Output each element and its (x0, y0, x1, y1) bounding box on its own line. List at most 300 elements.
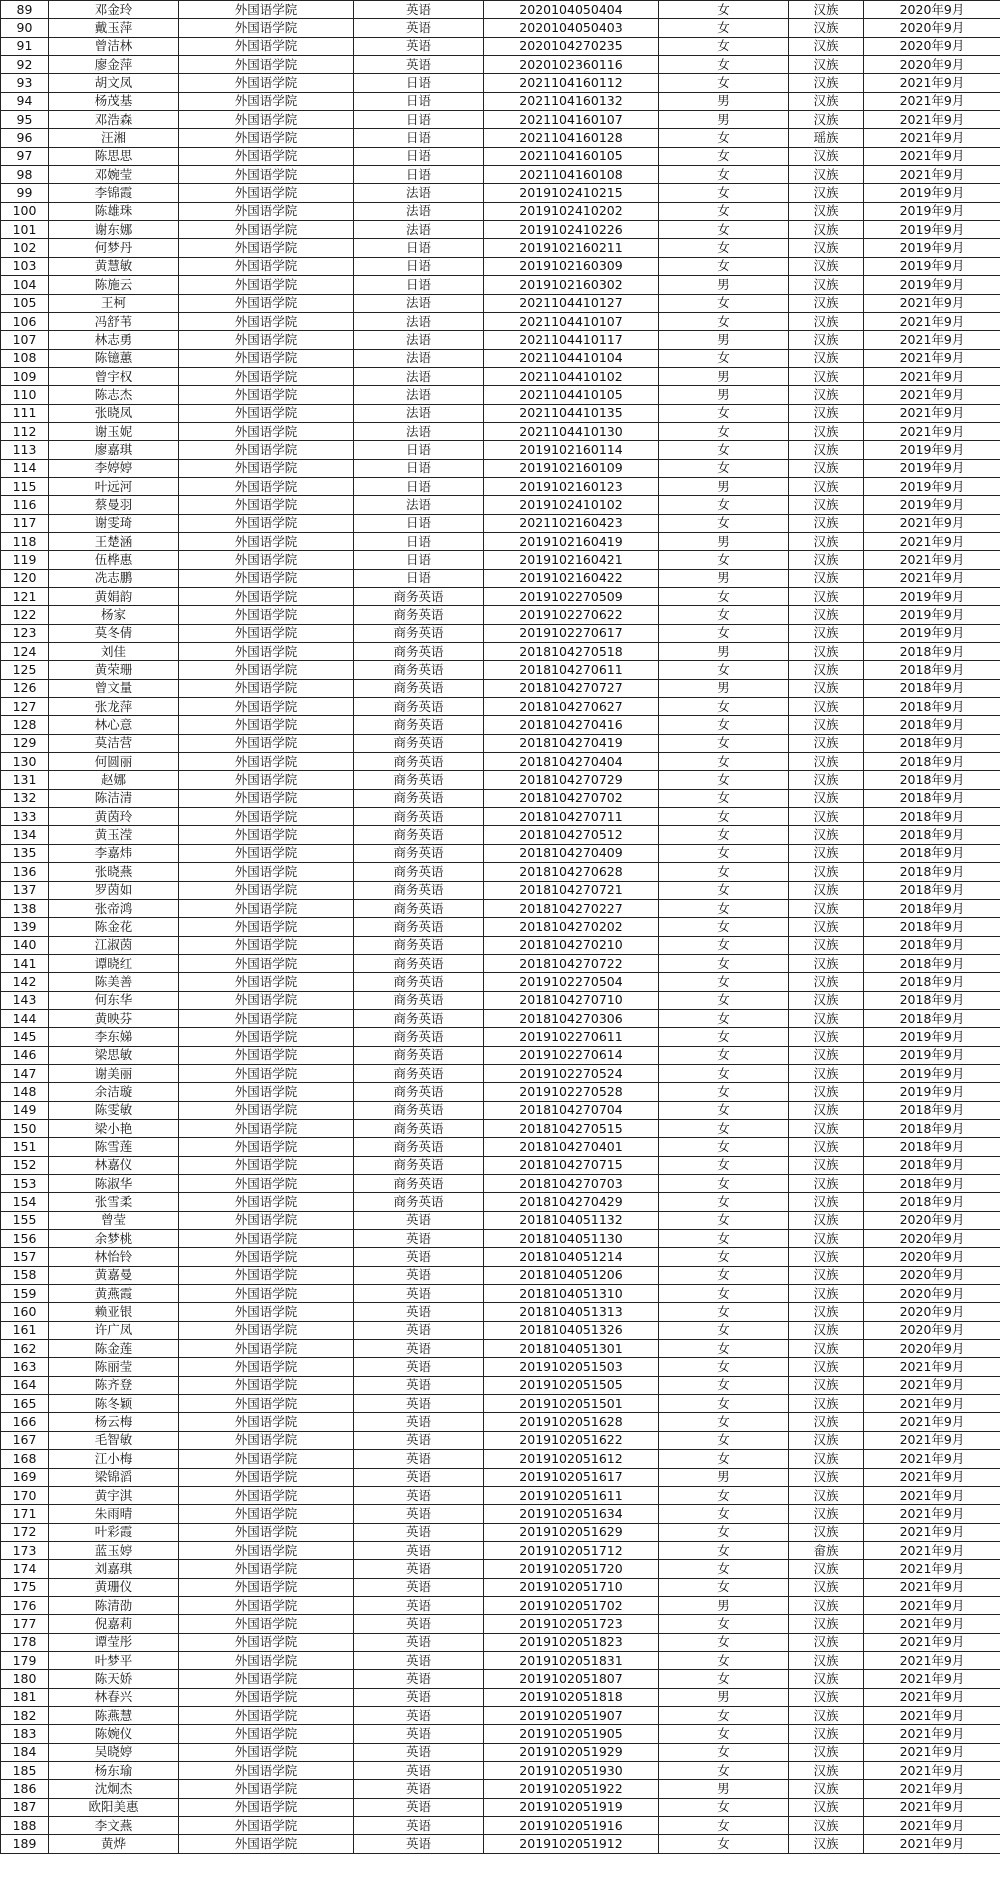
college-cell: 外国语学院 (179, 936, 354, 954)
gender-cell: 女 (659, 37, 789, 55)
enrollment-date-cell: 2018年9月 (864, 734, 1000, 752)
college-cell: 外国语学院 (179, 789, 354, 807)
gender-cell: 女 (659, 863, 789, 881)
student-name-cell: 杨家 (49, 606, 179, 624)
college-cell: 外国语学院 (179, 624, 354, 642)
row-index-cell: 175 (1, 1578, 49, 1596)
student-name-cell: 冼志鹏 (49, 569, 179, 587)
row-index-cell: 172 (1, 1523, 49, 1541)
ethnicity-cell: 汉族 (789, 624, 864, 642)
college-cell: 外国语学院 (179, 312, 354, 330)
row-index-cell: 181 (1, 1688, 49, 1706)
major-cell: 英语 (354, 56, 484, 74)
major-cell: 英语 (354, 1706, 484, 1724)
college-cell: 外国语学院 (179, 1321, 354, 1339)
major-cell: 英语 (354, 1, 484, 19)
major-cell: 英语 (354, 1248, 484, 1266)
student-id-cell: 2018104051214 (484, 1248, 659, 1266)
ethnicity-cell: 汉族 (789, 1725, 864, 1743)
row-index-cell: 129 (1, 734, 49, 752)
ethnicity-cell: 汉族 (789, 276, 864, 294)
table-row (1, 1670, 1000, 1688)
student-name-cell: 叶远河 (49, 477, 179, 495)
row-index-cell: 117 (1, 514, 49, 532)
major-cell: 英语 (354, 1486, 484, 1504)
student-id-cell: 2021104160107 (484, 111, 659, 129)
gender-cell: 女 (659, 918, 789, 936)
row-index-cell: 111 (1, 404, 49, 422)
student-id-cell: 2019102410102 (484, 496, 659, 514)
student-id-cell: 2018104270404 (484, 753, 659, 771)
student-id-cell: 2019102051818 (484, 1688, 659, 1706)
gender-cell: 女 (659, 991, 789, 1009)
enrollment-date-cell: 2018年9月 (864, 918, 1000, 936)
table-row (1, 1358, 1000, 1376)
row-index-cell: 158 (1, 1266, 49, 1284)
table-row (1, 1615, 1000, 1633)
enrollment-date-cell: 2021年9月 (864, 1358, 1000, 1376)
major-cell: 商务英语 (354, 1046, 484, 1064)
college-cell: 外国语学院 (179, 514, 354, 532)
row-index-cell: 92 (1, 56, 49, 74)
gender-cell: 男 (659, 92, 789, 110)
college-cell: 外国语学院 (179, 386, 354, 404)
student-id-cell: 2018104270419 (484, 734, 659, 752)
row-index-cell: 156 (1, 1230, 49, 1248)
gender-cell: 女 (659, 166, 789, 184)
college-cell: 外国语学院 (179, 202, 354, 220)
enrollment-date-cell: 2021年9月 (864, 1431, 1000, 1449)
table-row (1, 1193, 1000, 1211)
student-name-cell: 陈雯敏 (49, 1101, 179, 1119)
student-id-cell: 2019102160422 (484, 569, 659, 587)
student-id-cell: 2019102270509 (484, 588, 659, 606)
student-id-cell: 2021104410127 (484, 294, 659, 312)
college-cell: 外国语学院 (179, 37, 354, 55)
enrollment-date-cell: 2019年9月 (864, 477, 1000, 495)
student-id-cell: 2019102410226 (484, 221, 659, 239)
gender-cell: 女 (659, 459, 789, 477)
student-id-cell: 2018104270202 (484, 918, 659, 936)
gender-cell: 女 (659, 936, 789, 954)
college-cell: 外国语学院 (179, 404, 354, 422)
student-name-cell: 赵娜 (49, 771, 179, 789)
gender-cell: 男 (659, 111, 789, 129)
ethnicity-cell: 汉族 (789, 1046, 864, 1064)
gender-cell: 男 (659, 532, 789, 550)
college-cell: 外国语学院 (179, 1541, 354, 1559)
major-cell: 日语 (354, 551, 484, 569)
gender-cell: 女 (659, 1376, 789, 1394)
major-cell: 英语 (354, 1321, 484, 1339)
table-row (1, 1, 1000, 19)
ethnicity-cell: 汉族 (789, 1817, 864, 1835)
enrollment-date-cell: 2021年9月 (864, 422, 1000, 440)
row-index-cell: 101 (1, 221, 49, 239)
enrollment-date-cell: 2018年9月 (864, 991, 1000, 1009)
student-name-cell: 黄燕霞 (49, 1285, 179, 1303)
student-id-cell: 2018104270227 (484, 899, 659, 917)
college-cell: 外国语学院 (179, 111, 354, 129)
student-name-cell: 李锦霞 (49, 184, 179, 202)
student-id-cell: 2018104270727 (484, 679, 659, 697)
row-index-cell: 184 (1, 1743, 49, 1761)
student-id-cell: 2019102160421 (484, 551, 659, 569)
table-row (1, 1486, 1000, 1504)
major-cell: 英语 (354, 1541, 484, 1559)
student-id-cell: 2019102051922 (484, 1780, 659, 1798)
ethnicity-cell: 汉族 (789, 1670, 864, 1688)
student-id-cell: 2019102160302 (484, 276, 659, 294)
major-cell: 英语 (354, 1762, 484, 1780)
major-cell: 商务英语 (354, 973, 484, 991)
student-name-cell: 廖金萍 (49, 56, 179, 74)
college-cell: 外国语学院 (179, 459, 354, 477)
gender-cell: 女 (659, 184, 789, 202)
ethnicity-cell: 汉族 (789, 1486, 864, 1504)
table-body (1, 1, 1000, 1854)
gender-cell: 女 (659, 1762, 789, 1780)
major-cell: 商务英语 (354, 753, 484, 771)
major-cell: 英语 (354, 37, 484, 55)
row-index-cell: 159 (1, 1285, 49, 1303)
student-name-cell: 曾宇权 (49, 367, 179, 385)
enrollment-date-cell: 2019年9月 (864, 1028, 1000, 1046)
student-name-cell: 倪嘉莉 (49, 1615, 179, 1633)
table-row (1, 1376, 1000, 1394)
student-name-cell: 刘佳 (49, 643, 179, 661)
gender-cell: 女 (659, 1706, 789, 1724)
enrollment-date-cell: 2021年9月 (864, 1651, 1000, 1669)
row-index-cell: 185 (1, 1762, 49, 1780)
college-cell: 外国语学院 (179, 918, 354, 936)
enrollment-date-cell: 2018年9月 (864, 1193, 1000, 1211)
student-id-cell: 2018104270210 (484, 936, 659, 954)
enrollment-date-cell: 2021年9月 (864, 1615, 1000, 1633)
row-index-cell: 131 (1, 771, 49, 789)
college-cell: 外国语学院 (179, 991, 354, 1009)
college-cell: 外国语学院 (179, 1101, 354, 1119)
ethnicity-cell: 汉族 (789, 1, 864, 19)
major-cell: 英语 (354, 1596, 484, 1614)
ethnicity-cell: 汉族 (789, 19, 864, 37)
major-cell: 日语 (354, 532, 484, 550)
student-name-cell: 胡文凤 (49, 74, 179, 92)
enrollment-date-cell: 2021年9月 (864, 1706, 1000, 1724)
enrollment-date-cell: 2020年9月 (864, 1211, 1000, 1229)
gender-cell: 女 (659, 1046, 789, 1064)
student-name-cell: 陈金莲 (49, 1340, 179, 1358)
enrollment-date-cell: 2020年9月 (864, 1321, 1000, 1339)
table-row (1, 1009, 1000, 1027)
enrollment-date-cell: 2018年9月 (864, 1009, 1000, 1027)
table-row (1, 331, 1000, 349)
student-id-cell: 2018104270416 (484, 716, 659, 734)
ethnicity-cell: 畲族 (789, 1541, 864, 1559)
college-cell: 外国语学院 (179, 1450, 354, 1468)
enrollment-date-cell: 2021年9月 (864, 1835, 1000, 1853)
row-index-cell: 91 (1, 37, 49, 55)
major-cell: 英语 (354, 1395, 484, 1413)
college-cell: 外国语学院 (179, 551, 354, 569)
gender-cell: 女 (659, 19, 789, 37)
student-name-cell: 李婷婷 (49, 459, 179, 477)
student-name-cell: 张晓燕 (49, 863, 179, 881)
gender-cell: 女 (659, 514, 789, 532)
ethnicity-cell: 汉族 (789, 1706, 864, 1724)
ethnicity-cell: 汉族 (789, 1156, 864, 1174)
student-id-cell: 2018104270704 (484, 1101, 659, 1119)
ethnicity-cell: 汉族 (789, 257, 864, 275)
student-name-cell: 黄茵玲 (49, 808, 179, 826)
student-name-cell: 陈施云 (49, 276, 179, 294)
college-cell: 外国语学院 (179, 826, 354, 844)
college-cell: 外国语学院 (179, 1798, 354, 1816)
row-index-cell: 126 (1, 679, 49, 697)
college-cell: 外国语学院 (179, 1248, 354, 1266)
table-row (1, 74, 1000, 92)
ethnicity-cell: 汉族 (789, 1615, 864, 1633)
ethnicity-cell: 汉族 (789, 331, 864, 349)
row-index-cell: 119 (1, 551, 49, 569)
college-cell: 外国语学院 (179, 1211, 354, 1229)
enrollment-date-cell: 2021年9月 (864, 349, 1000, 367)
table-row (1, 954, 1000, 972)
college-cell: 外国语学院 (179, 1028, 354, 1046)
enrollment-date-cell: 2021年9月 (864, 147, 1000, 165)
row-index-cell: 104 (1, 276, 49, 294)
student-name-cell: 梁锦滔 (49, 1468, 179, 1486)
ethnicity-cell: 汉族 (789, 1633, 864, 1651)
major-cell: 英语 (354, 1578, 484, 1596)
table-row (1, 1762, 1000, 1780)
ethnicity-cell: 汉族 (789, 367, 864, 385)
enrollment-date-cell: 2021年9月 (864, 1468, 1000, 1486)
college-cell: 外国语学院 (179, 257, 354, 275)
major-cell: 日语 (354, 147, 484, 165)
major-cell: 英语 (354, 1688, 484, 1706)
gender-cell: 女 (659, 698, 789, 716)
table-row (1, 624, 1000, 642)
student-id-cell: 2018104270628 (484, 863, 659, 881)
major-cell: 英语 (354, 1651, 484, 1669)
student-name-cell: 陈美善 (49, 973, 179, 991)
major-cell: 商务英语 (354, 991, 484, 1009)
student-id-cell: 2021104160112 (484, 74, 659, 92)
student-name-cell: 黄烨 (49, 1835, 179, 1853)
enrollment-date-cell: 2020年9月 (864, 1, 1000, 19)
enrollment-date-cell: 2018年9月 (864, 789, 1000, 807)
student-id-cell: 2019102051831 (484, 1651, 659, 1669)
table-row (1, 19, 1000, 37)
row-index-cell: 112 (1, 422, 49, 440)
table-row (1, 496, 1000, 514)
ethnicity-cell: 汉族 (789, 1083, 864, 1101)
table-row (1, 1064, 1000, 1082)
student-id-cell: 2019102051823 (484, 1633, 659, 1651)
college-cell: 外国语学院 (179, 1340, 354, 1358)
student-name-cell: 欧阳美惠 (49, 1798, 179, 1816)
college-cell: 外国语学院 (179, 477, 354, 495)
college-cell: 外国语学院 (179, 1505, 354, 1523)
student-name-cell: 余梦桃 (49, 1230, 179, 1248)
enrollment-date-cell: 2018年9月 (864, 881, 1000, 899)
student-id-cell: 2019102051611 (484, 1486, 659, 1504)
ethnicity-cell: 汉族 (789, 239, 864, 257)
gender-cell: 女 (659, 716, 789, 734)
enrollment-date-cell: 2021年9月 (864, 1523, 1000, 1541)
table-row (1, 221, 1000, 239)
gender-cell: 女 (659, 771, 789, 789)
row-index-cell: 105 (1, 294, 49, 312)
enrollment-date-cell: 2021年9月 (864, 1798, 1000, 1816)
table-row (1, 1817, 1000, 1835)
ethnicity-cell: 汉族 (789, 1798, 864, 1816)
row-index-cell: 178 (1, 1633, 49, 1651)
ethnicity-cell: 汉族 (789, 441, 864, 459)
enrollment-date-cell: 2021年9月 (864, 1596, 1000, 1614)
student-name-cell: 朱雨晴 (49, 1505, 179, 1523)
table-row (1, 734, 1000, 752)
gender-cell: 男 (659, 1468, 789, 1486)
major-cell: 商务英语 (354, 624, 484, 642)
ethnicity-cell: 汉族 (789, 1138, 864, 1156)
student-id-cell: 2021104410105 (484, 386, 659, 404)
table-row (1, 1230, 1000, 1248)
major-cell: 英语 (354, 1633, 484, 1651)
student-id-cell: 2019102160109 (484, 459, 659, 477)
row-index-cell: 165 (1, 1395, 49, 1413)
ethnicity-cell: 汉族 (789, 1578, 864, 1596)
enrollment-date-cell: 2021年9月 (864, 74, 1000, 92)
college-cell: 外国语学院 (179, 954, 354, 972)
student-id-cell: 2018104270306 (484, 1009, 659, 1027)
college-cell: 外国语学院 (179, 1395, 354, 1413)
student-id-cell: 2019102160211 (484, 239, 659, 257)
major-cell: 商务英语 (354, 698, 484, 716)
gender-cell: 男 (659, 367, 789, 385)
student-id-cell: 2021104410135 (484, 404, 659, 422)
table-row (1, 1285, 1000, 1303)
enrollment-date-cell: 2021年9月 (864, 1725, 1000, 1743)
table-row (1, 1303, 1000, 1321)
student-id-cell: 2019102051916 (484, 1817, 659, 1835)
major-cell: 日语 (354, 441, 484, 459)
gender-cell: 女 (659, 1175, 789, 1193)
row-index-cell: 157 (1, 1248, 49, 1266)
major-cell: 英语 (354, 1303, 484, 1321)
student-id-cell: 2021102160423 (484, 514, 659, 532)
major-cell: 法语 (354, 367, 484, 385)
student-name-cell: 陈天娇 (49, 1670, 179, 1688)
student-name-cell: 叶彩霞 (49, 1523, 179, 1541)
enrollment-date-cell: 2021年9月 (864, 404, 1000, 422)
enrollment-date-cell: 2020年9月 (864, 1230, 1000, 1248)
student-id-cell: 2021104160105 (484, 147, 659, 165)
enrollment-date-cell: 2018年9月 (864, 844, 1000, 862)
gender-cell: 女 (659, 1578, 789, 1596)
ethnicity-cell: 汉族 (789, 1248, 864, 1266)
gender-cell: 女 (659, 753, 789, 771)
gender-cell: 女 (659, 1431, 789, 1449)
row-index-cell: 161 (1, 1321, 49, 1339)
gender-cell: 女 (659, 1028, 789, 1046)
enrollment-date-cell: 2018年9月 (864, 716, 1000, 734)
row-index-cell: 93 (1, 74, 49, 92)
major-cell: 法语 (354, 496, 484, 514)
gender-cell: 女 (659, 1798, 789, 1816)
major-cell: 日语 (354, 514, 484, 532)
table-row (1, 1505, 1000, 1523)
row-index-cell: 167 (1, 1431, 49, 1449)
gender-cell: 女 (659, 1560, 789, 1578)
ethnicity-cell: 汉族 (789, 184, 864, 202)
major-cell: 英语 (354, 1230, 484, 1248)
major-cell: 日语 (354, 477, 484, 495)
student-name-cell: 陈淑华 (49, 1175, 179, 1193)
ethnicity-cell: 汉族 (789, 1009, 864, 1027)
ethnicity-cell: 汉族 (789, 698, 864, 716)
gender-cell: 女 (659, 1505, 789, 1523)
gender-cell: 女 (659, 551, 789, 569)
ethnicity-cell: 汉族 (789, 1101, 864, 1119)
ethnicity-cell: 汉族 (789, 771, 864, 789)
student-id-cell: 2018104270627 (484, 698, 659, 716)
student-name-cell: 陈思思 (49, 147, 179, 165)
row-index-cell: 186 (1, 1780, 49, 1798)
table-row (1, 716, 1000, 734)
row-index-cell: 132 (1, 789, 49, 807)
ethnicity-cell: 汉族 (789, 404, 864, 422)
row-index-cell: 95 (1, 111, 49, 129)
enrollment-date-cell: 2018年9月 (864, 1175, 1000, 1193)
gender-cell: 男 (659, 386, 789, 404)
gender-cell: 女 (659, 1413, 789, 1431)
major-cell: 日语 (354, 129, 484, 147)
table-row (1, 459, 1000, 477)
row-index-cell: 125 (1, 661, 49, 679)
enrollment-date-cell: 2018年9月 (864, 1156, 1000, 1174)
table-row (1, 1560, 1000, 1578)
gender-cell: 女 (659, 74, 789, 92)
student-name-cell: 蔡曼羽 (49, 496, 179, 514)
student-name-cell: 陈镱蕙 (49, 349, 179, 367)
enrollment-date-cell: 2018年9月 (864, 899, 1000, 917)
student-id-cell: 2018104270611 (484, 661, 659, 679)
row-index-cell: 102 (1, 239, 49, 257)
enrollment-date-cell: 2020年9月 (864, 1266, 1000, 1284)
college-cell: 外国语学院 (179, 1523, 354, 1541)
major-cell: 英语 (354, 19, 484, 37)
ethnicity-cell: 汉族 (789, 936, 864, 954)
table-row (1, 111, 1000, 129)
row-index-cell: 106 (1, 312, 49, 330)
major-cell: 法语 (354, 386, 484, 404)
major-cell: 商务英语 (354, 1028, 484, 1046)
row-index-cell: 182 (1, 1706, 49, 1724)
row-index-cell: 107 (1, 331, 49, 349)
college-cell: 外国语学院 (179, 606, 354, 624)
table-row (1, 1798, 1000, 1816)
table-row (1, 789, 1000, 807)
major-cell: 英语 (354, 1615, 484, 1633)
ethnicity-cell: 汉族 (789, 459, 864, 477)
ethnicity-cell: 汉族 (789, 734, 864, 752)
row-index-cell: 176 (1, 1596, 49, 1614)
gender-cell: 女 (659, 973, 789, 991)
gender-cell: 女 (659, 624, 789, 642)
gender-cell: 女 (659, 1651, 789, 1669)
